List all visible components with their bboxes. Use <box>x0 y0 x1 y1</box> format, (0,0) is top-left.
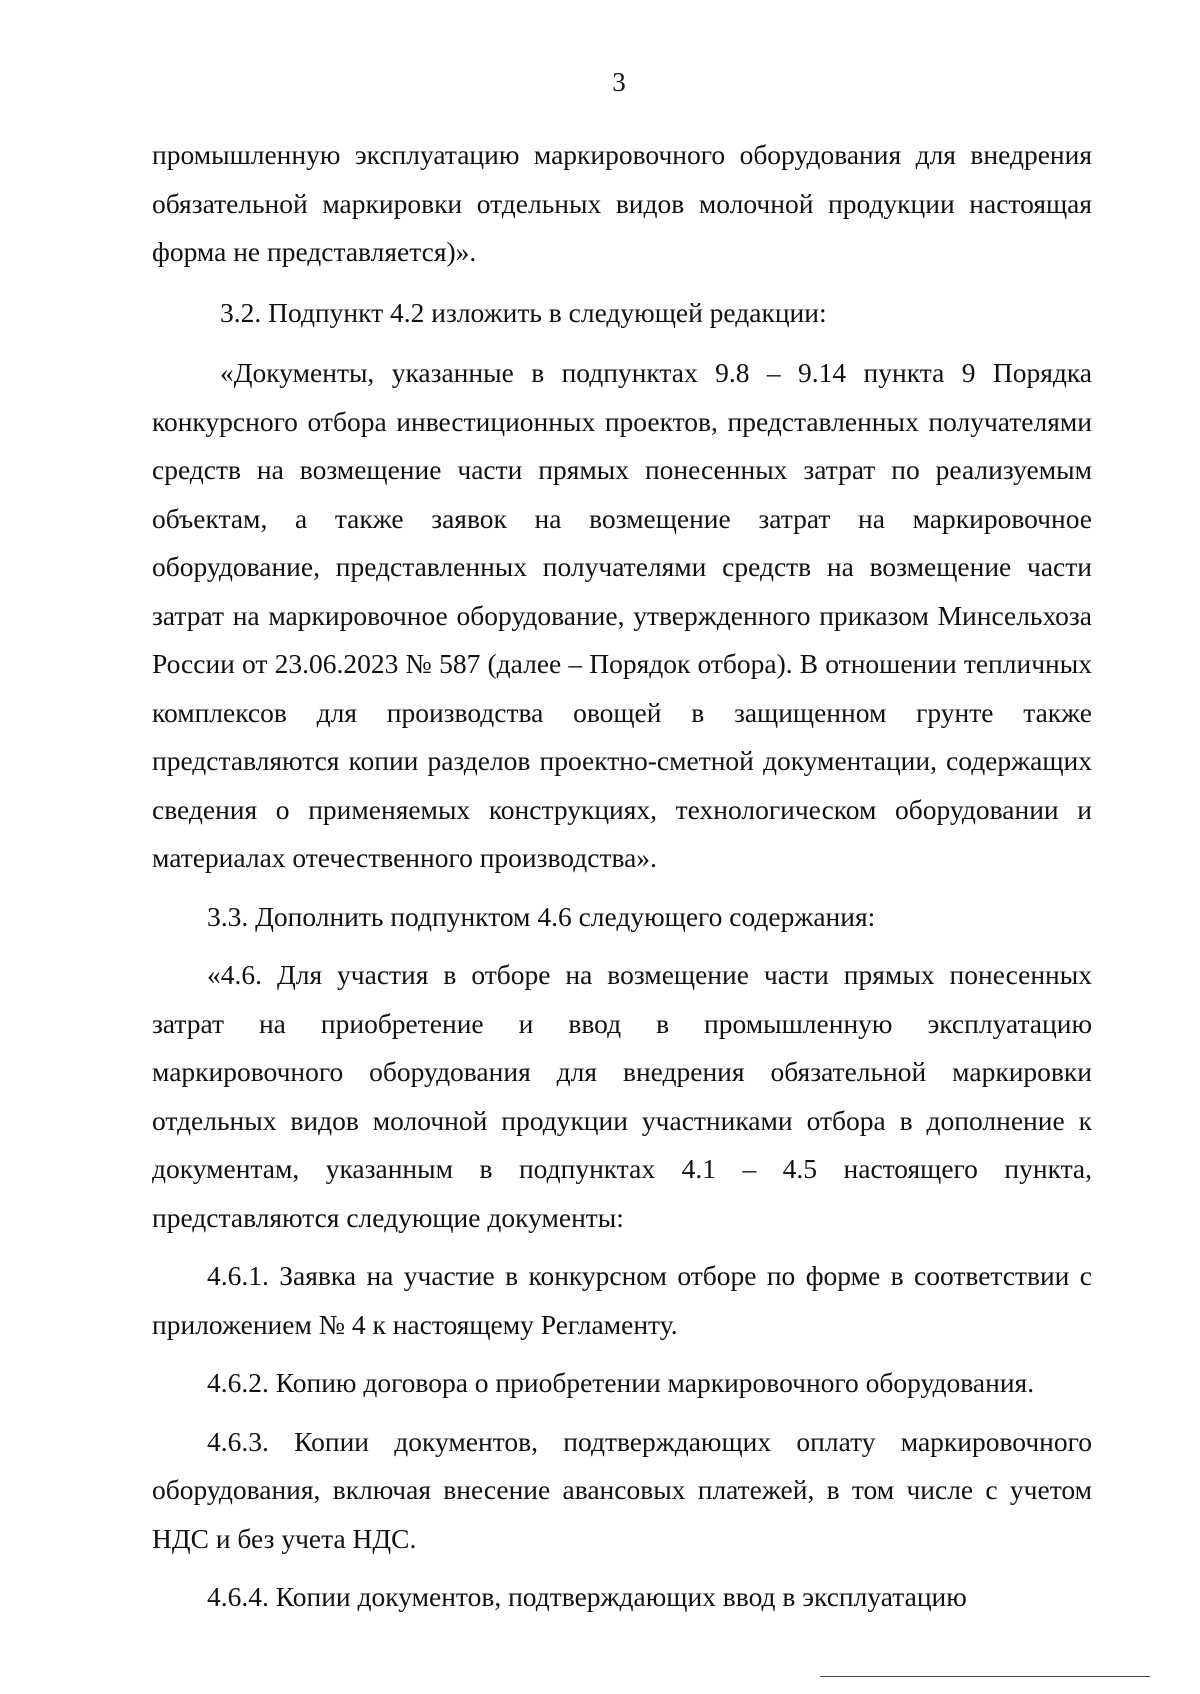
paragraph-3-2: 3.2. Подпункт 4.2 изложить в следующей редакции: <box>220 296 827 328</box>
page-number: 3 <box>612 67 626 97</box>
document-body <box>152 131 1092 1622</box>
paragraph-4-2-text: «Документы, указанные в подпунктах 9.8 – 9.14 пункта 9 Порядка конкурсного отбора инвестиционных проектов, представленных получателями средств на возмещение части прямых понесенных затрат по реализуемым объектам, а также заявок на возмещение затрат на маркировочное оборудование, представленных получателями средств на возмещение части затрат на маркировочное оборудование, утвержденного приказом Минсельхоза России от 23.06.2023 № 587 (далее – Порядок отбора). В отношении тепличных комплексов для производства овощей в защищенном грунте также представляются копии разделов проектно-сметной документации, содержащих сведения о применяемых конструкциях, технологическом оборудовании и материалах отечественного производства». <box>152 357 1092 873</box>
paragraph-4-6-3: 4.6.3. Копии документов, подтверждающих оплату маркировочного оборудования, включая внесение авансовых платежей, в том числе с учетом НДС и без учета НДС. <box>152 1425 1092 1554</box>
paragraph-4-6-2: 4.6.2. Копию договора о приобретении маркировочного оборудования. <box>207 1367 1035 1398</box>
paragraph-4-6: «4.6. Для участия в отборе на возмещение части прямых понесенных затрат на приобретение и ввод в промышленную эксплуатацию маркировочного оборудования для внедрения обязательной маркировки отдельных видов молочной продукции участниками отбора в дополнение к документам, указанным в подпунктах 4.1 – 4.5 настоящего пункта, представляются следующие документы: <box>152 959 1092 1233</box>
paragraph-continuation: промышленную эксплуатацию маркировочного оборудования для внедрения обязательной маркировки отдельных видов молочной продукции настоящая форма не представляется)». <box>152 139 1092 267</box>
footer-divider <box>820 1676 1150 1677</box>
paragraph-4-6-1: 4.6.1. Заявка на участие в конкурсном отборе по форме в соответствии с приложением № 4 к настоящему Регламенту. <box>152 1260 1092 1340</box>
paragraph-3-3: 3.3. Дополнить подпунктом 4.6 следующего содержания: <box>207 900 876 932</box>
paragraph-4-6-4: 4.6.4. Копии документов, подтверждающих ввод в эксплуатацию <box>207 1581 967 1612</box>
